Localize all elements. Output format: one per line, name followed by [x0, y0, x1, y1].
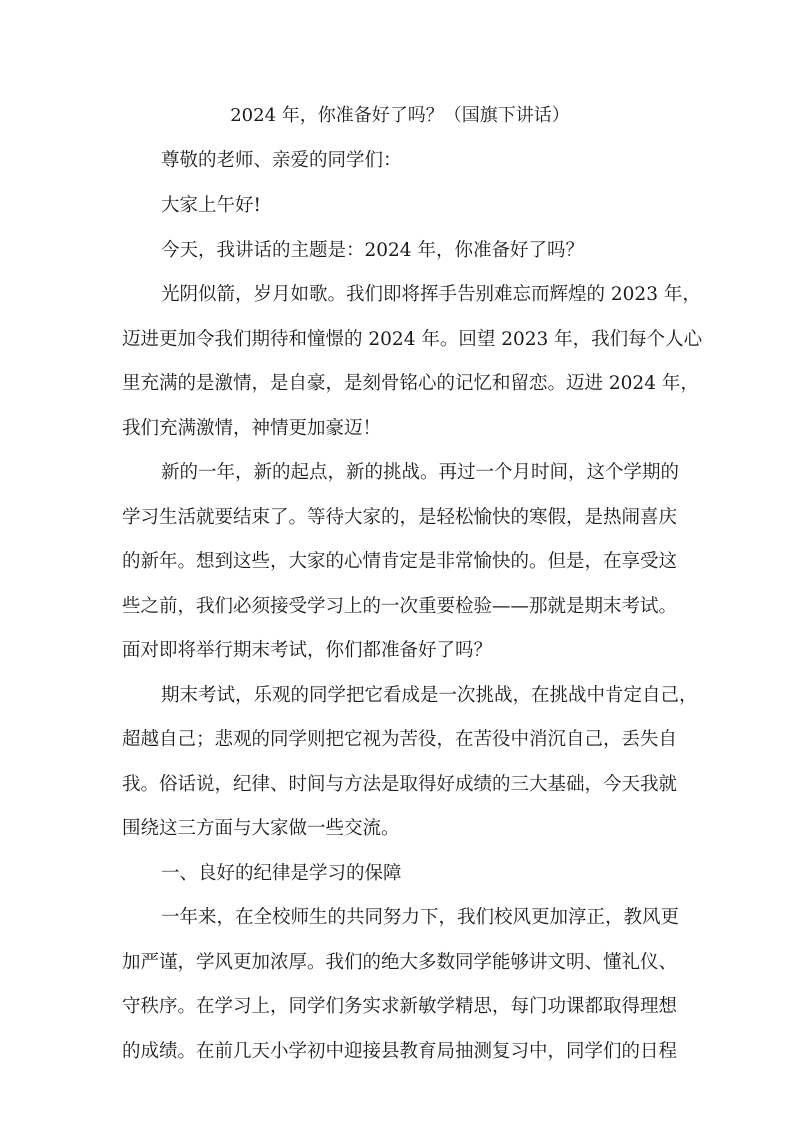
- topic-line: 今天，我讲话的主题是：2024 年，你准备好了吗？: [161, 240, 584, 261]
- paragraph-line: 超越自己；悲观的同学则把它视为苦役，在苦役中消沉自己，丢失自: [122, 729, 678, 750]
- paragraph-line: 里充满的是激情，是自豪，是刻骨铭心的记忆和留恋。迈进 2024 年，: [122, 373, 699, 394]
- salutation: 尊敬的老师、亲爱的同学们：: [161, 150, 402, 171]
- paragraph-line: 守秩序。在学习上，同学们务实求新敏学精思，每门功课都取得理想: [122, 996, 678, 1017]
- paragraph-line: 些之前，我们必须接受学习上的一次重要检验——那就是期末考试。: [122, 596, 678, 617]
- paragraph-line: 的成绩。在前几天小学初中迎接县教育局抽测复习中，同学们的日程: [122, 1041, 678, 1062]
- paragraph-line: 学习生活就要结束了。等待大家的，是轻松愉快的寒假，是热闹喜庆: [122, 507, 678, 528]
- paragraph-line: 的新年。想到这些，大家的心情肯定是非常愉快的。但是，在享受这: [122, 551, 678, 572]
- paragraph-line: 我们充满激情，神情更加豪迈！: [122, 418, 382, 439]
- paragraph-line: 围绕这三方面与大家做一些交流。: [122, 818, 400, 839]
- paragraph-line: 期末考试，乐观的同学把它看成是一次挑战，在挑战中肯定自己，: [161, 685, 698, 706]
- paragraph-line: 面对即将举行期末考试，你们都准备好了吗？: [122, 640, 493, 661]
- paragraph-line: 迈进更加令我们期待和憧憬的 2024 年。回望 2023 年，我们每个人心: [122, 329, 703, 350]
- paragraph-line: 加严谨，学风更加浓厚。我们的绝大多数同学能够讲文明、懂礼仪、: [122, 952, 678, 973]
- document-title: 2024 年，你准备好了吗？（国旗下讲话）: [230, 105, 570, 126]
- greeting: 大家上午好!: [161, 195, 261, 216]
- section-heading: 一、良好的纪律是学习的保障: [161, 863, 402, 884]
- paragraph-line: 新的一年，新的起点，新的挑战。再过一个月时间，这个学期的: [161, 462, 680, 483]
- paragraph-line: 光阴似箭，岁月如歌。我们即将挥手告别难忘而辉煌的 2023 年，: [161, 284, 701, 305]
- paragraph-line: 一年来，在全校师生的共同努力下，我们校风更加淳正，教风更: [161, 907, 680, 928]
- paragraph-line: 我。俗话说，纪律、时间与方法是取得好成绩的三大基础，今天我就: [122, 774, 678, 795]
